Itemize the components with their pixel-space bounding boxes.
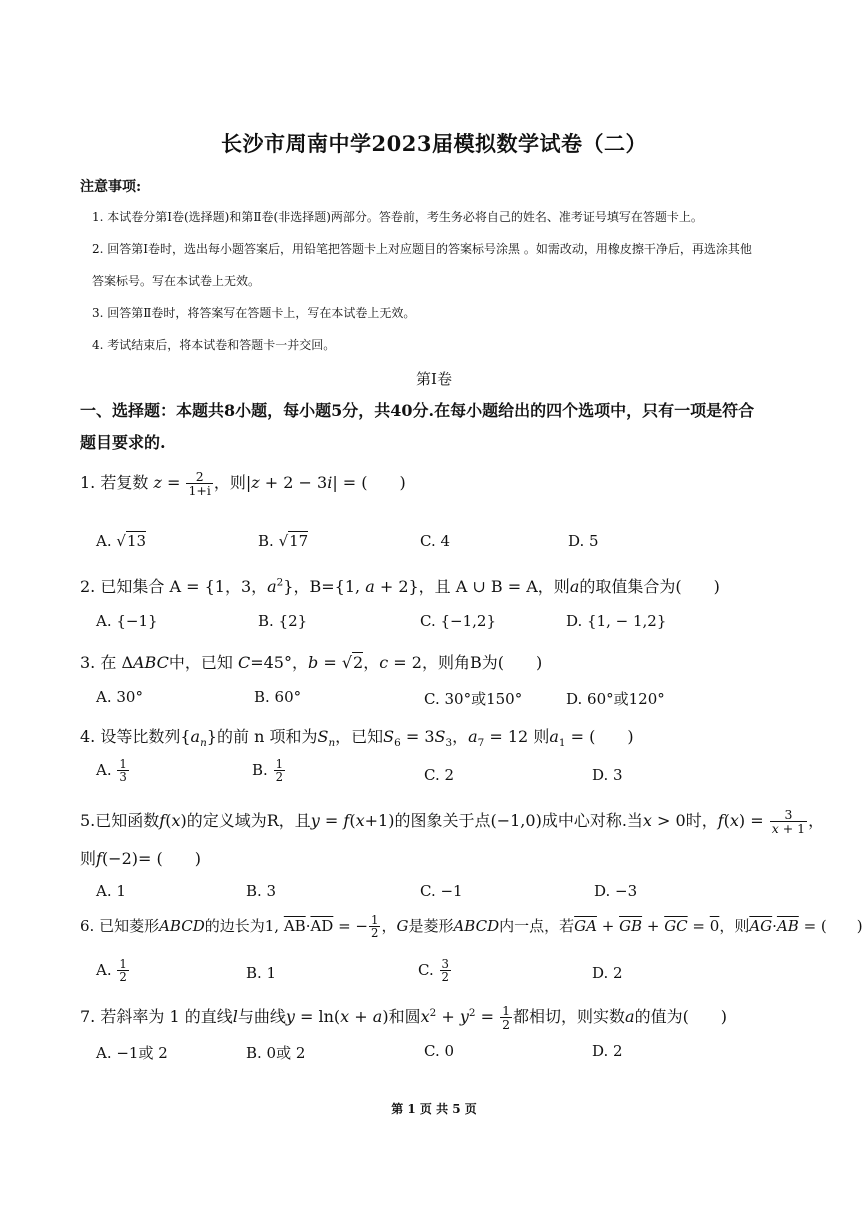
q6-option-a: A. $\frac{1}{2}$ (96, 957, 127, 985)
q6-option-d: D. 2 (592, 964, 623, 982)
q5-option-a: A. 1 (96, 882, 126, 900)
q1-fraction: $\frac{2}{1+i}$ (188, 469, 211, 499)
q6-option-c: C. $\frac{3}{2}$ (418, 957, 449, 985)
q1-stem-b: ，则 (213, 473, 246, 493)
question-2: 2. 已知集合 A = {1，3，$a^2$}，B={1, a + 2}，且 A ∪ B = A，则a的取值集合为( ) (80, 576, 720, 596)
exam-title: 长沙市周南中学2023届模拟数学试卷（二） (221, 131, 647, 156)
q2-option-c: C. {−1,2} (420, 612, 496, 630)
notice-item-1: 1. 本试卷分第Ⅰ卷(选择题)和第Ⅱ卷(非选择题)两部分。答卷前，考生务必将自己的姓名、准考证号填写在答题卡上。 (92, 210, 703, 224)
question-5: 5.已知函数f(x)的定义域为R，且y = f(x+1)的图象关于点(−1,0)成中心对称.当x > 0时，f(x) = $\frac{3}{x + 1}$ ， (80, 807, 825, 837)
question-4: 4. 设等比数列$\{a_n\}$的前 n 项和为$S_n$，已知$S_6 = 3S_3$，$a_7 = 12$ 则$a_1$ = ( ) (80, 727, 634, 750)
q3-option-c: C. 30°或150° (424, 690, 523, 708)
question-7: 7. 若斜率为 1 的直线l与曲线y = ln(x + a)和圆$x^2 + y^2$ = $\frac{1}{2}$ 都相切，则实数a的值为( ) (80, 1003, 728, 1033)
q5-option-c: C. −1 (420, 882, 463, 900)
q7-option-b: B. 0或 2 (246, 1044, 306, 1062)
q3-option-d: D. 60°或120° (566, 690, 665, 708)
q7-option-d: D. 2 (592, 1042, 623, 1060)
q7-option-a: A. −1或 2 (96, 1044, 168, 1062)
q1-stem-a: 1. 若复数 (80, 473, 149, 493)
section-heading-cont: 题目要求的. (80, 433, 166, 452)
question-1: 1. 若复数 z = $\frac{2}{1+i}$ ，则|z + 2 − 3i| = ( ) (80, 469, 406, 499)
q4-option-b: B. $\frac{1}{2}$ (252, 757, 284, 785)
question-3: 3. 在 ΔABC中，已知 C=45°，b = √2，c = 2，则角B为( ) (80, 653, 543, 672)
q4-option-c: C. 2 (424, 766, 455, 784)
q2-option-b: B. {2} (258, 612, 308, 630)
section-heading: 一、选择题：本题共8小题，每小题5分，共40分.在每小题给出的四个选项中，只有一项是符合 (80, 401, 755, 420)
page-footer: 第 1 页 共 5 页 (391, 1102, 477, 1116)
q2-option-d: D. {1, − 1,2} (566, 612, 667, 630)
notice-item-3: 3. 回答第Ⅱ卷时，将答案写在答题卡上，写在本试卷上无效。 (92, 306, 416, 320)
question-6: 6. 已知菱形ABCD的边长为1, $\overline{AB}\cdot\overline{AD}$ = − $\frac{1}{2}$ ，G是菱形ABCD内一点，若$\overline{GA} + \overline{GB} + \overline{GC} = 0$，则$\overline{AG}\cdot\overline{AB}$ = ( ) (80, 913, 863, 941)
q3-option-b: B. 60° (254, 688, 302, 706)
q7-option-c: C. 0 (424, 1042, 455, 1060)
q5-option-b: B. 3 (246, 882, 277, 900)
notice-item-4: 4. 考试结束后，将本试卷和答题卡一并交回。 (92, 338, 336, 352)
q5-option-d: D. −3 (594, 882, 638, 900)
q1-option-d: D. 5 (568, 532, 599, 550)
notice-item-2: 2. 回答第Ⅰ卷时，选出每小题答案后，用铅笔把答题卡上对应题目的答案标号涂黑 。如需改动，用橡皮擦干净后，再选涂其他 (92, 242, 752, 256)
q4-option-d: D. 3 (592, 766, 623, 784)
notice-heading: 注意事项: (80, 179, 142, 195)
q3-option-a: A. 30° (96, 688, 143, 706)
q2-option-a: A. {−1} (96, 612, 158, 630)
q1-stem-c: = ( ) (337, 473, 406, 493)
q1-option-a: A. √13 (96, 532, 147, 550)
q1-option-b: B. √17 (258, 532, 309, 550)
q1-option-c: C. 4 (420, 532, 451, 550)
q4-option-a: A. $\frac{1}{3}$ (96, 757, 127, 785)
volume-label: 第Ⅰ卷 (416, 370, 452, 388)
notice-item-2-cont: 答案标号。写在本试卷上无效。 (92, 274, 261, 288)
question-5-cont: 则f(−2)= ( ) (80, 849, 201, 868)
q6-option-b: B. 1 (246, 964, 277, 982)
